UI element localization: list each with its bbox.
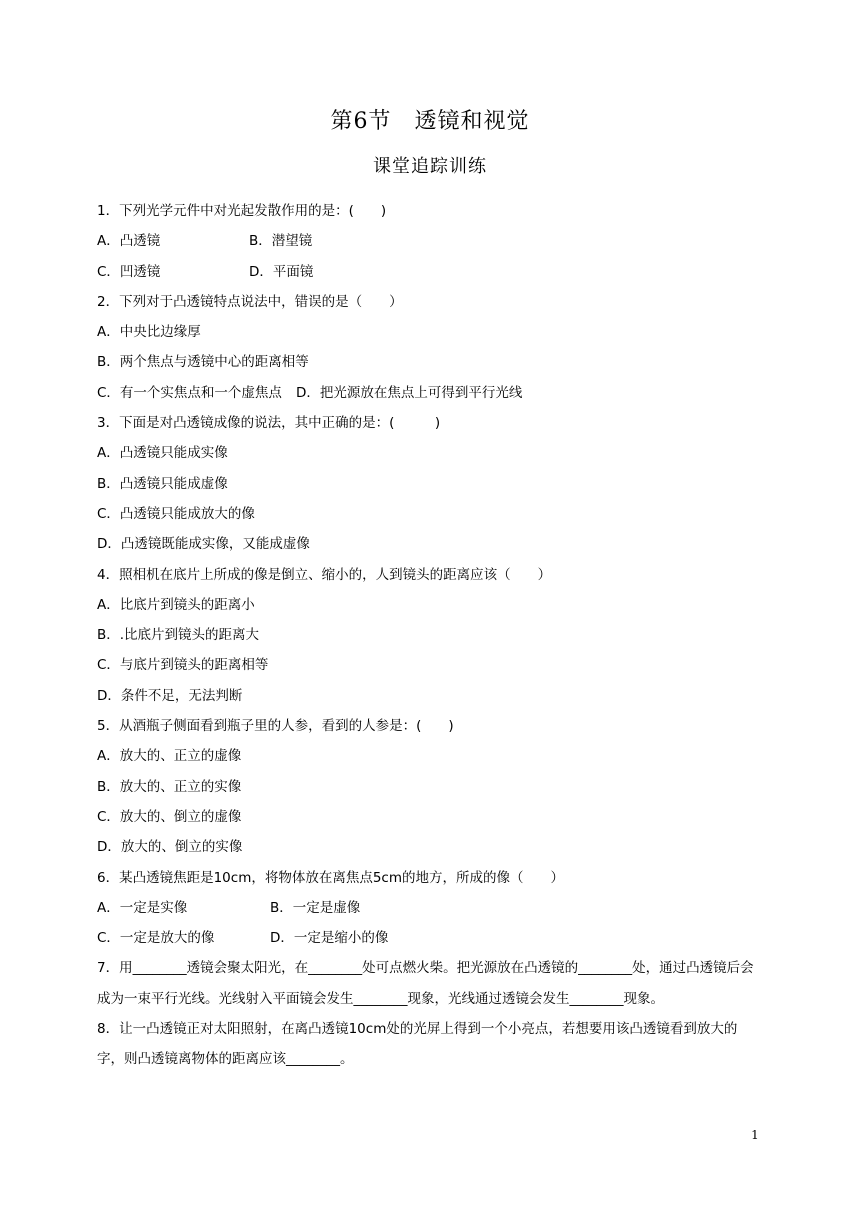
page-title: 第6节 透镜和视觉 xyxy=(330,109,530,134)
question-1-option-d: D．平面镜 xyxy=(249,263,314,280)
page-number: 1 xyxy=(751,1128,759,1142)
question-3-stem: 3．下面是对凸透镜成像的说法，其中正确的是：( ) xyxy=(97,415,441,432)
question-4-stem: 4．照相机在底片上所成的像是倒立、缩小的，人到镜头的距离应该（ ） xyxy=(97,566,552,583)
question-6-option-b: B．一定是虚像 xyxy=(270,899,361,916)
question-3-option-b: B．凸透镜只能成虚像 xyxy=(97,475,228,492)
question-2-option-c: C．有一个实焦点和一个虚焦点 xyxy=(97,384,282,401)
question-5-option-b: B．放大的、正立的实像 xyxy=(97,778,242,795)
question-2-options-cd xyxy=(97,378,759,408)
question-5-option-c: C．放大的、倒立的虚像 xyxy=(97,808,242,825)
question-6-option-c: C．一定是放大的像 xyxy=(97,930,215,947)
question-4-option-c: C．与底片到镜头的距离相等 xyxy=(97,657,269,674)
question-2-option-b: B．两个焦点与透镜中心的距离相等 xyxy=(97,354,309,371)
page-subtitle: 课堂追踪训练 xyxy=(373,156,487,177)
question-1-options-ab xyxy=(97,226,759,256)
question-6-options-ab xyxy=(97,893,759,923)
question-8-text: 8．让一凸透镜正对太阳照射，在离凸透镜10cm处的光屏上得到一个小亮点，若想要用该凸透镜看到放大的字，则凸透镜离物体的距离应该________。 xyxy=(97,1021,738,1068)
question-4-option-d: D．条件不足，无法判断 xyxy=(97,687,243,704)
question-7-text: 7．用________透镜会聚太阳光，在________处可点燃火柴。把光源放在凸透镜的________处，通过凸透镜后会成为一束平行光线。光线射入平面镜会发生________现象，光线通过透镜会发生________现象。 xyxy=(97,960,754,1007)
question-6-options-cd xyxy=(97,923,759,953)
question-2-option-a: A．中央比边缘厚 xyxy=(97,324,201,341)
question-3-option-d: D．凸透镜既能成实像，又能成虚像 xyxy=(97,536,310,553)
question-5-option-d: D．放大的、倒立的实像 xyxy=(97,839,243,856)
question-5-option-a: A．放大的、正立的虚像 xyxy=(97,748,242,765)
question-4-option-b: B．.比底片到镜头的距离大 xyxy=(97,627,260,644)
question-6-stem: 6．某凸透镜焦距是10cm，将物体放在离焦点5cm的地方，所成的像（ ） xyxy=(97,869,565,886)
question-1-option-a: A．凸透镜 xyxy=(97,233,161,250)
question-list xyxy=(97,196,759,1075)
question-6-option-d: D．一定是缩小的像 xyxy=(270,930,389,947)
question-5-stem: 5．从酒瓶子侧面看到瓶子里的人参，看到的人参是：( ) xyxy=(97,718,454,735)
question-2-option-d: D．把光源放在焦点上可得到平行光线 xyxy=(295,384,523,401)
question-6-option-a: A．一定是实像 xyxy=(97,899,188,916)
question-1-stem: 1．下列光学元件中对光起发散作用的是：( ) xyxy=(97,203,387,219)
question-3-option-a: A．凸透镜只能成实像 xyxy=(97,445,228,462)
question-2-stem: 2．下列对于凸透镜特点说法中，错误的是（ ） xyxy=(97,293,403,310)
question-1-option-b: B．潜望镜 xyxy=(249,233,313,250)
question-4-option-a: A．比底片到镜头的距离小 xyxy=(97,596,255,613)
question-3-option-c: C．凸透镜只能成放大的像 xyxy=(97,505,255,522)
question-1-option-c: C．凹透镜 xyxy=(97,263,161,280)
question-1-options-cd xyxy=(97,257,759,287)
